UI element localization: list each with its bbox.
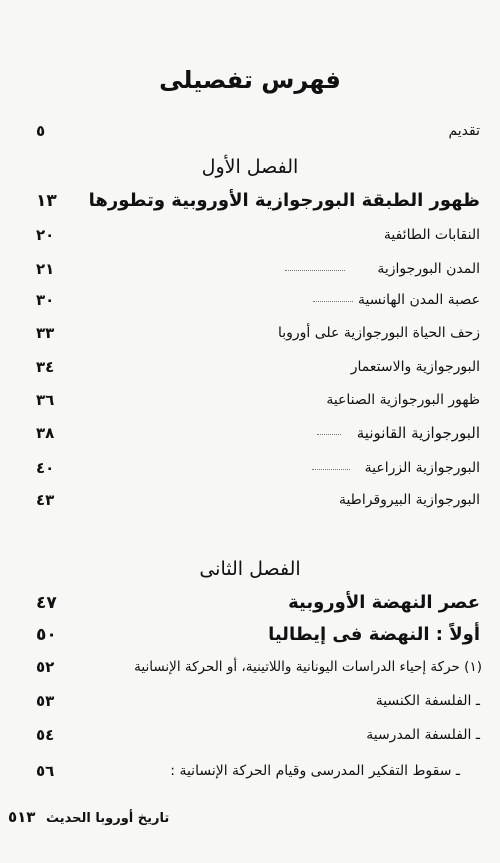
toc-entry-page: ٥٦	[36, 762, 55, 780]
toc-entry	[0, 420, 500, 446]
toc-entry-page: ٥٠	[36, 625, 57, 645]
toc-entry-page: ٥٣	[36, 692, 55, 710]
toc-entry-page: ٣٠	[36, 291, 55, 309]
toc-entry-page: ٢١	[36, 260, 55, 278]
leader-dots	[317, 434, 341, 435]
toc-entry-page: ٣٣	[36, 324, 55, 342]
toc-entry	[0, 622, 500, 648]
toc-entry	[0, 688, 500, 714]
toc-entry-label: ـ الفلسفة الكنسية	[375, 693, 480, 709]
toc-entry-label: زحف الحياة البورجوازية على أوروبا	[277, 325, 480, 341]
toc-entry-label: المدن البورجوازية	[377, 261, 480, 277]
toc-entry	[0, 590, 500, 616]
chapter-heading: الفصل الأول	[201, 156, 299, 178]
toc-entry-page: ٣٦	[36, 391, 55, 409]
chapter-heading: الفصل الثانى	[199, 558, 301, 580]
toc-entry-label: أولاً : النهضة فى إيطاليا	[268, 624, 480, 645]
toc-entry	[0, 287, 500, 313]
toc-entry	[0, 354, 500, 380]
footer-page-number: ٥١٣	[8, 808, 36, 826]
toc-entry-label: ظهور الطبقة البورجوازية الأوروبية وتطورها	[88, 190, 480, 211]
toc-entry-label: البورجوازية البيروقراطية	[338, 492, 480, 508]
toc-entry	[0, 256, 500, 282]
toc-entry-page: ٥	[36, 122, 46, 140]
toc-entry	[0, 320, 500, 346]
toc-entry	[0, 118, 500, 144]
toc-entry-page: ٤٠	[36, 459, 55, 477]
toc-entry	[0, 222, 500, 248]
toc-entry-page: ٣٨	[36, 424, 55, 442]
toc-entry-label: البورجوازية والاستعمار	[350, 359, 480, 375]
toc-entry-label: ـ الفلسفة المدرسية	[366, 727, 480, 743]
page-footer	[8, 808, 169, 826]
toc-entry	[0, 455, 500, 481]
leader-dots	[285, 270, 345, 271]
toc-entry	[0, 387, 500, 413]
toc-entry	[0, 188, 500, 214]
toc-entry	[0, 654, 500, 680]
toc-entry-page: ٥٤	[36, 726, 55, 744]
toc-entry-page: ٤٧	[36, 593, 57, 613]
toc-entry-label: ـ سقوط التفكير المدرسى وقيام الحركة الإنسانية :	[170, 763, 460, 779]
toc-entry-page: ٥٢	[36, 658, 55, 676]
toc-entry-label: البورجوازية الزراعية	[364, 460, 480, 476]
page-title: فهرس تفصيلى	[159, 66, 341, 94]
toc-entry-label: ظهور البورجوازية الصناعية	[326, 392, 480, 408]
toc-entry-page: ١٣	[36, 191, 57, 211]
leader-dots	[312, 469, 350, 470]
toc-entry-label: (١) حركة إحياء الدراسات اليونانية واللاتينية، أو الحركة الإنسانية	[134, 659, 482, 675]
toc-entry-page: ٤٣	[36, 491, 55, 509]
toc-entry	[0, 722, 500, 748]
toc-entry-label: عصر النهضة الأوروبية	[288, 592, 480, 613]
toc-entry-label: تقديم	[448, 123, 480, 139]
toc-entry	[0, 758, 500, 784]
toc-entry	[0, 487, 500, 513]
leader-dots	[313, 301, 353, 302]
toc-entry-page: ٣٤	[36, 358, 55, 376]
toc-entry-page: ٢٠	[36, 226, 55, 244]
toc-entry-label: عصبة المدن الهانسية	[358, 292, 480, 308]
toc-entry-label: النقابات الطائفية	[383, 227, 480, 243]
toc-entry-label: البورجوازية القانونية	[356, 424, 480, 442]
footer-book-title: تاريخ أوروبا الحديث	[46, 811, 170, 826]
